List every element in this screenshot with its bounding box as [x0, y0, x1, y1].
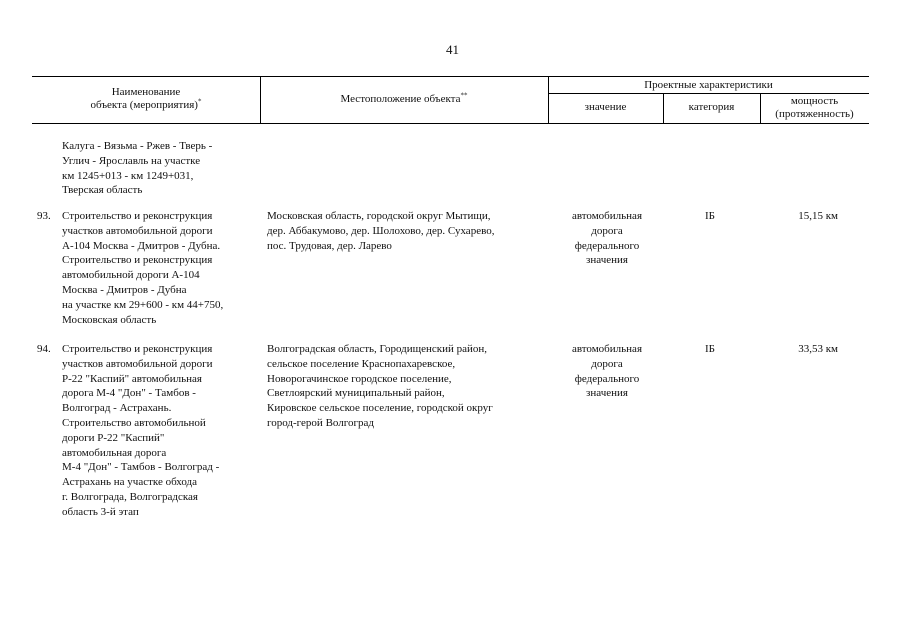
footnote-mark: **: [460, 91, 468, 100]
header-top-rule: [32, 76, 869, 77]
row-category: IБ: [705, 210, 715, 222]
header-name-line1: Наименование: [111, 86, 181, 98]
header-project-characteristics: Проектные характеристики: [644, 79, 773, 91]
row-capacity: 15,15 км: [798, 210, 838, 222]
header-location: [260, 93, 548, 106]
header-bottom-rule: [32, 123, 869, 124]
footnote-mark: *: [197, 97, 202, 106]
row-name: Строительство и реконструкция участков автомобильной дороги Р-22 "Каспий" автомобильная дорога М-4 "Дон" - Тамбов - Волгоград - Астрахань. Строительство автомобильной дороги Р-22 "Каспий" автомобильная дорога М-4 "Дон" - Тамбов - Волгоград - Астрахань на участке обхода г. Волгограда, Волгоградская область 3-й этап: [62, 343, 220, 518]
header-name-line2: [32, 99, 260, 112]
header-capacity: мощность (протяженность): [775, 95, 854, 120]
row-location: Волгоградская область, Городищенский район, сельское поселение Краснопахаревское, Новорогачинское городское поселение, Светлоярский муниципальный район, Кировское сельское поселение, городской округ город-герой Волгоград: [267, 343, 493, 429]
row-value: автомобильная дорога федерального значения: [571, 343, 643, 400]
table-header: [32, 76, 869, 124]
header-name-line2-text: объекта (мероприятия): [90, 99, 198, 111]
header-category: категория: [688, 101, 735, 113]
continuation-name: Калуга - Вязьма - Ржев - Тверь - Углич - Ярославль на участке км 1245+013 - км 1249+031, Тверская область: [62, 140, 213, 197]
page-number: 41: [446, 42, 459, 57]
row-capacity: 33,53 км: [798, 343, 838, 355]
row-value: автомобильная дорога федерального значения: [571, 210, 643, 267]
row-number: 93.: [37, 210, 51, 222]
header-location-text: Местоположение объекта: [340, 93, 461, 105]
header-name: [32, 86, 260, 112]
header-value: значение: [584, 101, 627, 113]
row-category: IБ: [705, 343, 715, 355]
header-sub-rule: [548, 93, 869, 94]
row-number: 94.: [37, 343, 51, 355]
row-name: Строительство и реконструкция участков автомобильной дороги А-104 Москва - Дмитров - Дубна. Строительство и реконструкция автомобильной дороги А-104 Москва - Дмитров - Дубна на участке км 29+600 - км 44+750, Московская область: [62, 210, 224, 326]
row-location: Московская область, городской округ Мытищи, дер. Аббакумово, дер. Шолохово, дер. Сухарево, пос. Трудовая, дер. Ларево: [267, 210, 495, 252]
